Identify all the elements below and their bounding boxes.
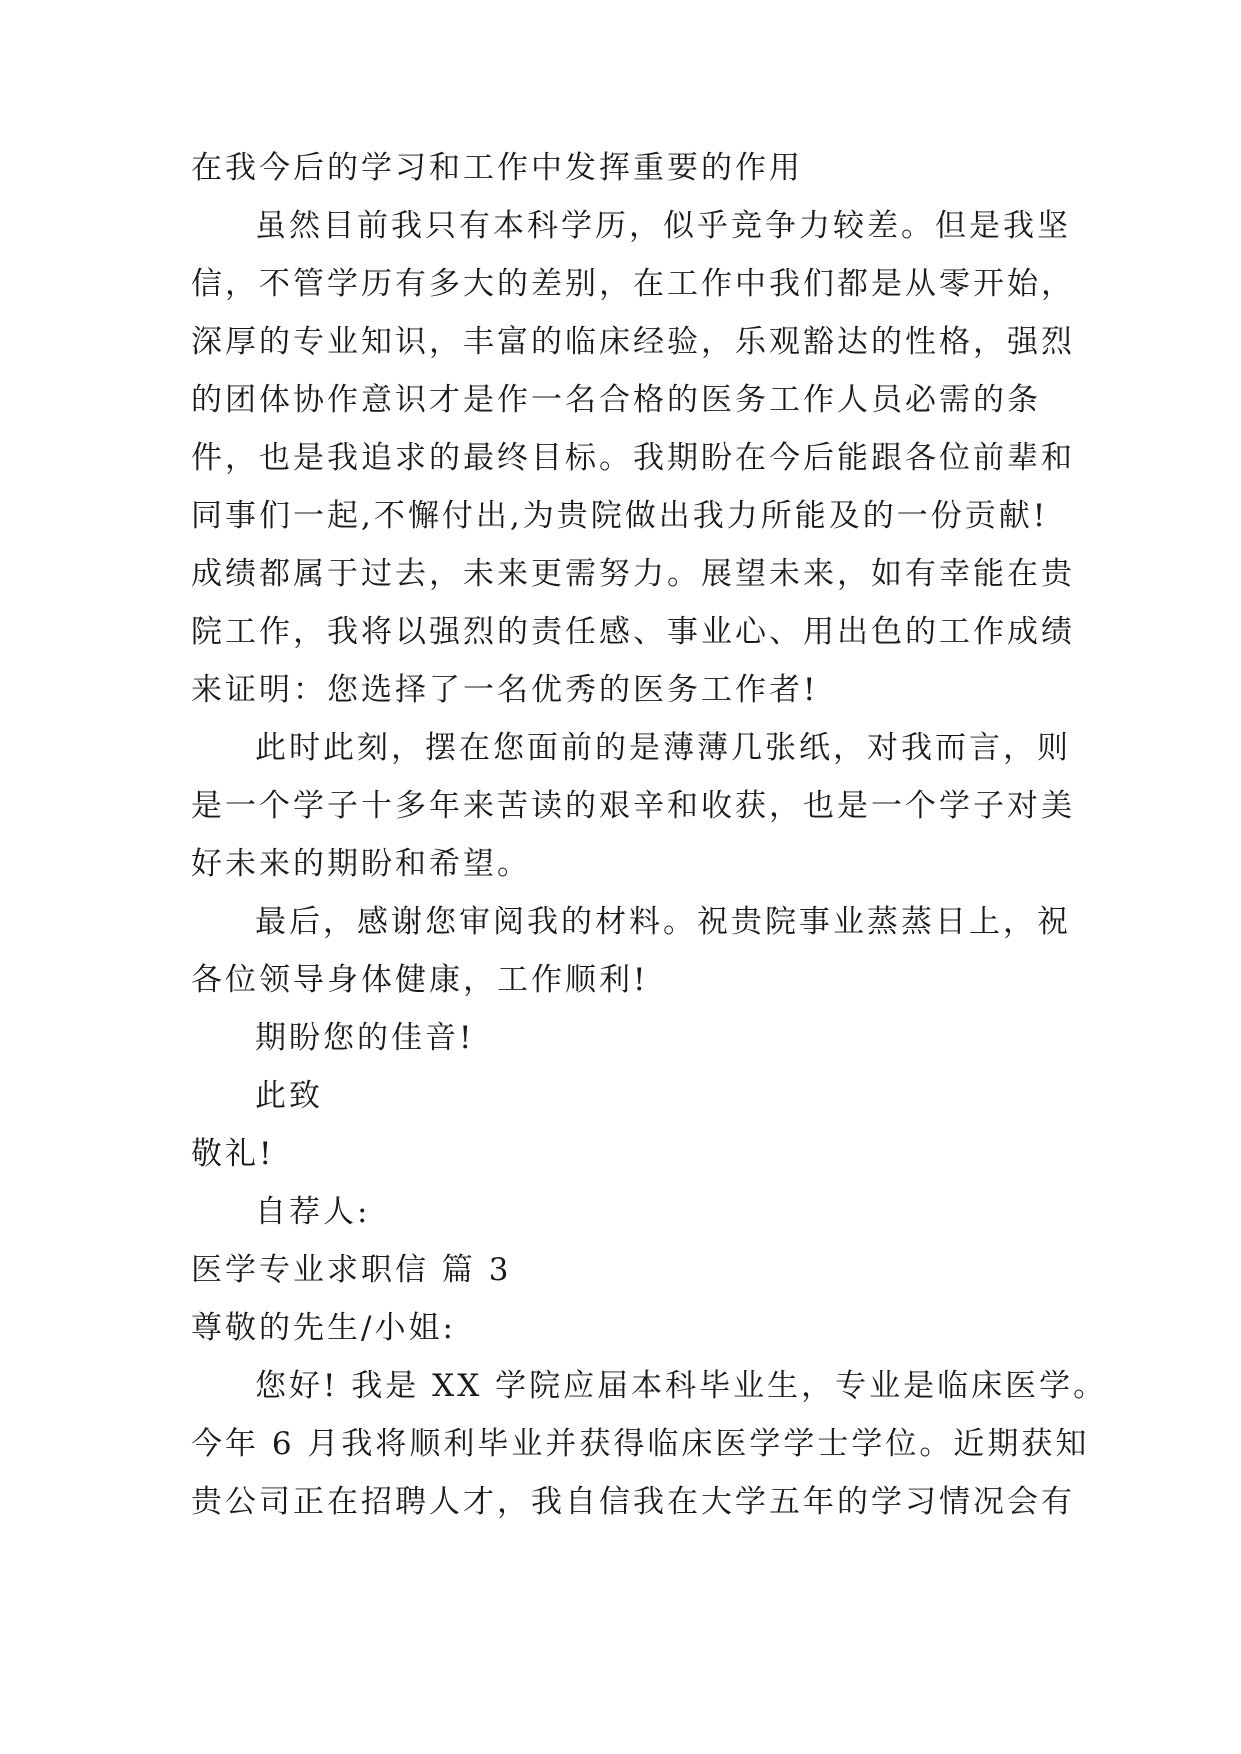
- text-line: 成绩都属于过去，未来更需努力。展望未来，如有幸能在贵: [191, 556, 1075, 592]
- paragraph-first-line: 虽然目前我只有本科学历，似乎竞争力较差。但是我坚: [255, 208, 1071, 244]
- text-line: 件，也是我追求的最终目标。我期盼在今后能跟各位前辈和: [191, 440, 1075, 476]
- text-line: 院工作，我将以强烈的责任感、事业心、用出色的工作成绩: [191, 614, 1075, 650]
- closing-salutation: 敬礼!: [191, 1136, 275, 1172]
- text-line: 同事们一起,不懈付出,为贵院做出我力所能及的一份贡献!: [191, 498, 1049, 534]
- text-line: 今年 6 月我将顺利毕业并获得临床医学学士学位。近期获知: [191, 1426, 1090, 1462]
- text-line: 是一个学子十多年来苦读的艰辛和收获，也是一个学子对美: [191, 788, 1075, 824]
- text-line: 来证明：您选择了一名优秀的医务工作者!: [191, 672, 819, 708]
- paragraph-first-line: 此时此刻，摆在您面前的是薄薄几张纸，对我而言，则: [255, 730, 1071, 766]
- text-line: 好未来的期盼和希望。: [191, 846, 531, 882]
- paragraph-first-line: 您好! 我是 XX 学院应届本科毕业生，专业是临床医学。: [255, 1368, 1108, 1404]
- text-line: 在我今后的学习和工作中发挥重要的作用: [191, 150, 803, 186]
- greeting-line: 尊敬的先生/小姐:: [191, 1310, 456, 1346]
- paragraph-first-line: 最后，感谢您审阅我的材料。祝贵院事业蒸蒸日上，祝: [255, 904, 1071, 940]
- closing-salutation: 此致: [255, 1078, 323, 1114]
- text-line: 深厚的专业知识，丰富的临床经验，乐观豁达的性格，强烈: [191, 324, 1075, 360]
- text-line: 贵公司正在招聘人才，我自信我在大学五年的学习情况会有: [191, 1484, 1075, 1520]
- section-heading: 医学专业求职信 篇 3: [191, 1252, 512, 1288]
- closing-line: 期盼您的佳音!: [255, 1020, 475, 1056]
- text-line: 各位领导身体健康，工作顺利!: [191, 962, 649, 998]
- text-line: 的团体协作意识才是作一名合格的医务工作人员必需的条: [191, 382, 1041, 418]
- signature-line: 自荐人:: [255, 1194, 371, 1230]
- text-line: 信，不管学历有多大的差别，在工作中我们都是从零开始，: [191, 266, 1075, 302]
